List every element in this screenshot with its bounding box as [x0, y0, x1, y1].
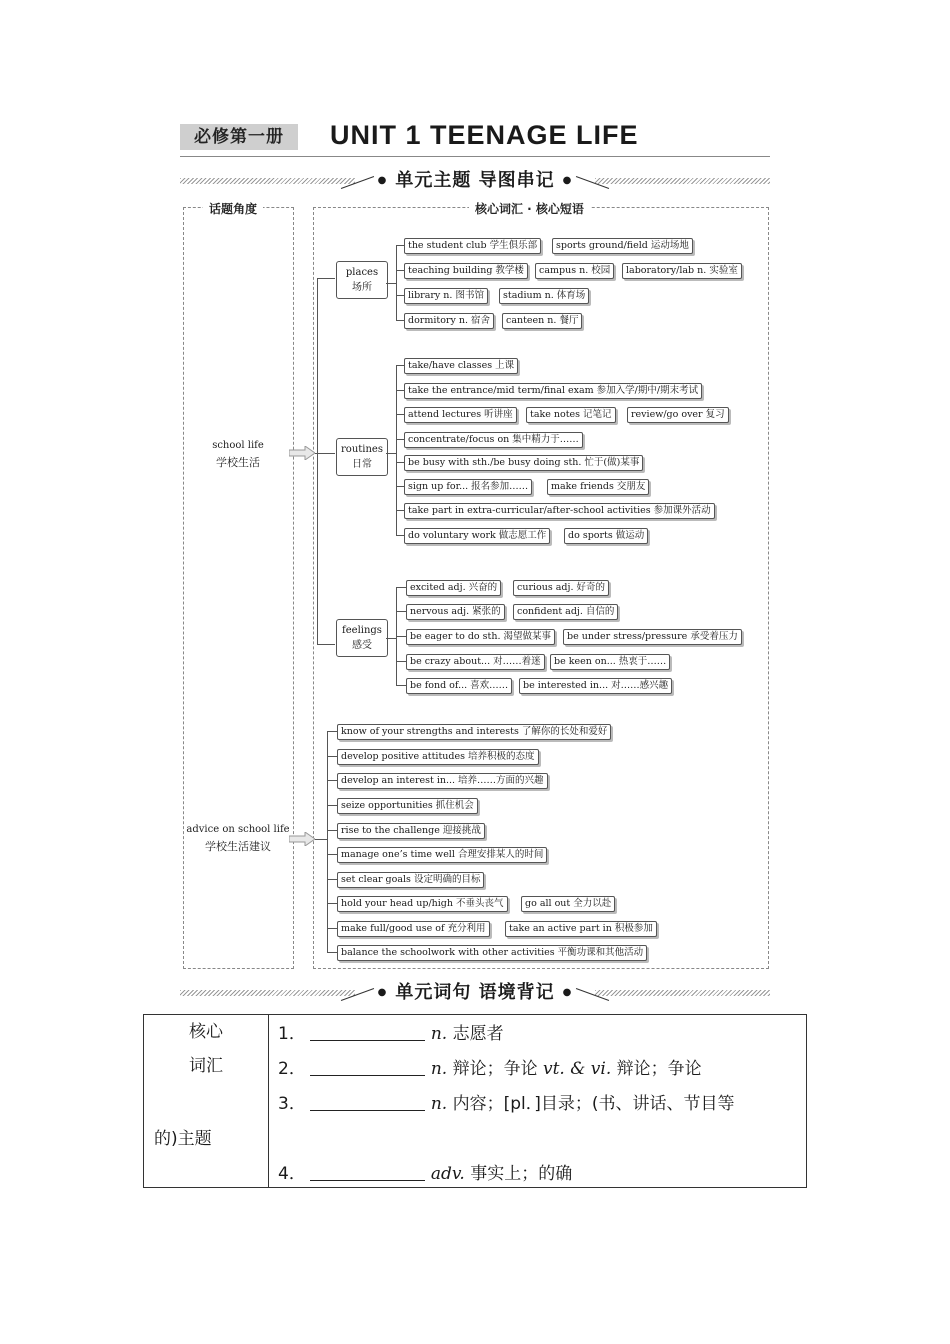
tag-feeling: be under stress/pressure 承受着压力 — [563, 629, 742, 645]
tag-place: laboratory/lab n. 实验室 — [622, 263, 742, 279]
answer-blank[interactable] — [310, 1022, 425, 1041]
tag-feeling: be keen on... 热衷于…… — [550, 654, 670, 670]
tag-feeling: excited adj. 兴奋的 — [406, 580, 501, 596]
tag-routine: take/have classes 上课 — [404, 358, 518, 374]
tag-place: library n. 图书馆 — [404, 288, 488, 304]
vocab-frame-label: 核心词汇 · 核心短语 — [469, 200, 590, 217]
answer-blank[interactable] — [310, 1057, 425, 1076]
tag-place: the student club 学生俱乐部 — [404, 238, 541, 254]
tag-feeling: nervous adj. 紧张的 — [406, 604, 505, 620]
category-routines: routines 日常 — [336, 438, 388, 476]
tag-routine: take the entrance/mid term/final exam 参加入学/期中/期末考试 — [404, 383, 702, 399]
category-places: places 场所 — [336, 261, 388, 299]
banner-mindmap-title: 单元主题 导图串记 — [395, 170, 555, 191]
vocab-item-3-cont: 的)主题 — [154, 1129, 212, 1149]
arrow-icon — [289, 446, 315, 460]
banner-vocab: ● 单元词句 语境背记 ● — [180, 982, 770, 1002]
vocab-heading: 核心 词汇 — [144, 1015, 269, 1187]
topic-school-life: school life 学校生活 — [212, 440, 264, 469]
category-feelings: feelings 感受 — [336, 619, 388, 657]
tag-routine: sign up for... 报名参加…… — [404, 479, 532, 495]
tag-advice: develop an interest in... 培养……方面的兴趣 — [337, 773, 548, 789]
tag-feeling: curious adj. 好奇的 — [513, 580, 609, 596]
tag-routine: do sports 做运动 — [564, 528, 648, 544]
header-rule — [180, 156, 770, 157]
tag-advice: know of your strengths and interests 了解你的长处和爱好 — [337, 724, 611, 740]
tag-routine: do voluntary work 做志愿工作 — [404, 528, 550, 544]
answer-blank[interactable] — [310, 1162, 425, 1181]
tag-place: stadium n. 体育场 — [499, 288, 589, 304]
tag-routine: take notes 记笔记 — [526, 407, 616, 423]
tag-place: teaching building 教学楼 — [404, 263, 528, 279]
tag-place: dormitory n. 宿舍 — [404, 313, 494, 329]
tag-advice: take an active part in 积极参加 — [505, 921, 657, 937]
tag-routine: review/go over 复习 — [627, 407, 729, 423]
tag-routine: take part in extra-curricular/after-school activities 参加课外活动 — [404, 503, 715, 519]
tag-advice: balance the schoolwork with other activities 平衡功课和其他活动 — [337, 945, 647, 961]
tag-advice: hold your head up/high 不垂头丧气 — [337, 896, 508, 912]
tag-advice: rise to the challenge 迎接挑战 — [337, 823, 485, 839]
tag-advice: set clear goals 设定明确的目标 — [337, 872, 484, 888]
arrow-icon — [289, 832, 315, 846]
banner-vocab-title: 单元词句 语境背记 — [395, 982, 555, 1003]
tag-advice: seize opportunities 抓住机会 — [337, 798, 478, 814]
tag-feeling: confident adj. 自信的 — [513, 604, 618, 620]
unit-title: UNIT 1 TEENAGE LIFE — [330, 120, 639, 150]
tag-routine: make friends 交朋友 — [547, 479, 649, 495]
vocab-item-4: 4． adv. 事实上；的确 — [278, 1164, 573, 1184]
tag-place: campus n. 校园 — [535, 263, 614, 279]
banner-mindmap: ● 单元主题 导图串记 ● — [180, 170, 770, 190]
tag-place: sports ground/field 运动场地 — [552, 238, 693, 254]
tag-advice: go all out 全力以赴 — [521, 896, 615, 912]
tag-place: canteen n. 餐厅 — [502, 313, 582, 329]
tag-feeling: be crazy about... 对……着迷 — [406, 654, 545, 670]
answer-blank[interactable] — [310, 1092, 425, 1111]
tag-advice: develop positive attitudes 培养积极的态度 — [337, 749, 539, 765]
tag-advice: make full/good use of 充分利用 — [337, 921, 490, 937]
tag-advice: manage one’s time well 合理安排某人的时间 — [337, 847, 547, 863]
vocab-item-1: 1． n. 志愿者 — [278, 1024, 504, 1044]
topic-advice: advice on school life 学校生活建议 — [186, 824, 290, 853]
book-tag: 必修第一册 — [180, 124, 298, 150]
tag-routine: be busy with sth./be busy doing sth. 忙于(做)某事 — [404, 455, 643, 471]
vocab-table — [143, 1014, 807, 1188]
tag-feeling: be eager to do sth. 渴望做某事 — [406, 629, 555, 645]
vocab-item-3: 3． n. 内容；[pl．]目录；(书、讲话、节目等 — [278, 1094, 735, 1114]
tag-feeling: be fond of... 喜欢…… — [406, 678, 512, 694]
tag-routine: concentrate/focus on 集中精力于…… — [404, 432, 583, 448]
topic-frame-label: 话题角度 — [203, 200, 263, 217]
tag-feeling: be interested in... 对……感兴趣 — [519, 678, 672, 694]
vocab-item-2: 2． n. 辩论；争论 vt. & vi. 辩论；争论 — [278, 1059, 702, 1079]
tag-routine: attend lectures 听讲座 — [404, 407, 517, 423]
